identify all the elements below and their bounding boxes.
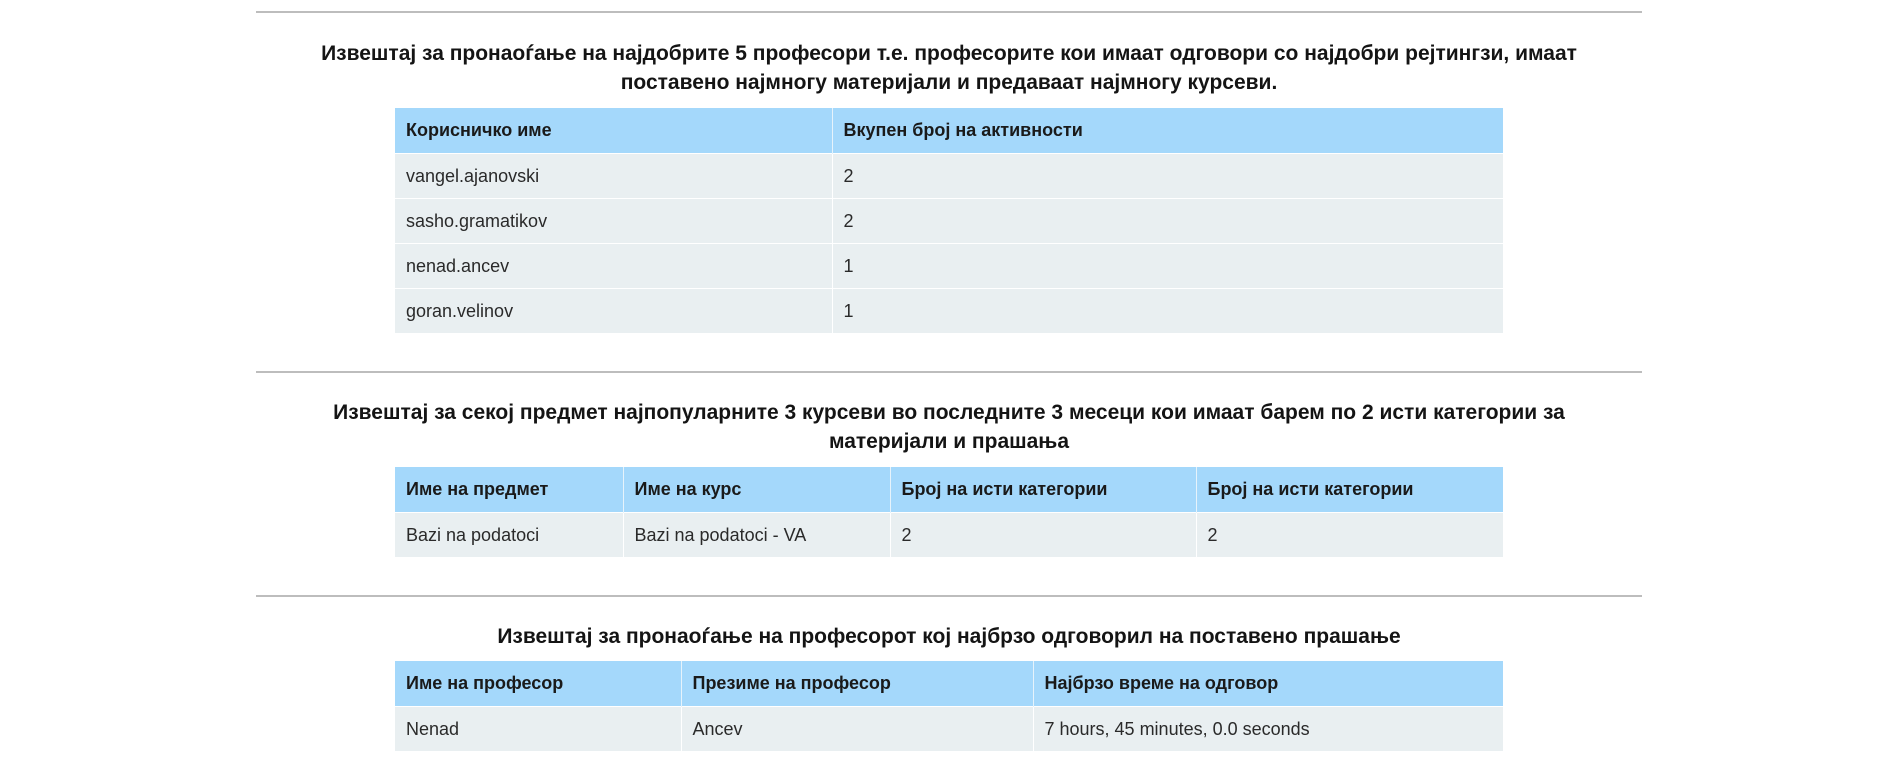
cell-fastest-response-time: 7 hours, 45 minutes, 0.0 seconds — [1033, 707, 1503, 752]
cell-total-activities: 1 — [832, 244, 1503, 289]
report-title: Извештај за секој предмет најпопуларните 3 курсеви во последните 3 месеци кои имаат барем по 2 исти категории за материјали и прашања — [333, 401, 1565, 453]
report-popular-courses — [256, 398, 1642, 557]
table-header-row — [395, 661, 1503, 707]
cell-username: goran.velinov — [395, 289, 832, 334]
cell-total-activities: 2 — [832, 154, 1503, 199]
cell-total-activities: 2 — [832, 199, 1503, 244]
divider — [256, 371, 1642, 373]
report-table — [395, 661, 1503, 751]
column-header-username: Корисничко име — [395, 108, 832, 154]
table-row — [395, 154, 1503, 199]
column-header-total-activities: Вкупен број на активности — [832, 108, 1503, 154]
column-header-fastest-response-time: Најбрзо време на одговор — [1033, 661, 1503, 707]
cell-username: vangel.ajanovski — [395, 154, 832, 199]
table-row — [395, 199, 1503, 244]
report-top-professors — [256, 39, 1642, 333]
column-header-same-categories: Број на исти категории — [1196, 467, 1503, 513]
cell-professor-first-name: Nenad — [395, 707, 681, 752]
cell-course-name: Bazi na podatoci - VA — [623, 513, 890, 558]
report-title: Извештај за пронаоѓање на најдобрите 5 професори т.е. професорите кои имаат одговори со најдобри рејтингзи, имаат поставено најмногу материјали и предаваат најмногу курсеви. — [321, 42, 1577, 94]
column-header-same-categories: Број на исти категории — [890, 467, 1196, 513]
cell-username: sasho.gramatikov — [395, 199, 832, 244]
column-header-course-name: Име на курс — [623, 467, 890, 513]
divider — [256, 11, 1642, 13]
column-header-subject-name: Име на предмет — [395, 467, 623, 513]
report-fastest-professor — [256, 622, 1642, 751]
cell-total-activities: 1 — [832, 289, 1503, 334]
cell-professor-last-name: Ancev — [681, 707, 1033, 752]
report-table — [395, 467, 1503, 557]
cell-subject-name: Bazi na podatoci — [395, 513, 623, 558]
table-row — [395, 244, 1503, 289]
report-table — [395, 108, 1503, 333]
column-header-professor-first-name: Име на професор — [395, 661, 681, 707]
cell-same-categories: 2 — [890, 513, 1196, 558]
column-header-professor-last-name: Презиме на професор — [681, 661, 1033, 707]
report-title: Извештај за пронаоѓање на професорот кој најбрзо одговорил на поставено прашање — [497, 625, 1401, 648]
cell-same-categories: 2 — [1196, 513, 1503, 558]
table-row — [395, 513, 1503, 558]
table-row — [395, 707, 1503, 752]
table-row — [395, 289, 1503, 334]
cell-username: nenad.ancev — [395, 244, 832, 289]
divider — [256, 595, 1642, 597]
table-header-row — [395, 467, 1503, 513]
table-header-row — [395, 108, 1503, 154]
